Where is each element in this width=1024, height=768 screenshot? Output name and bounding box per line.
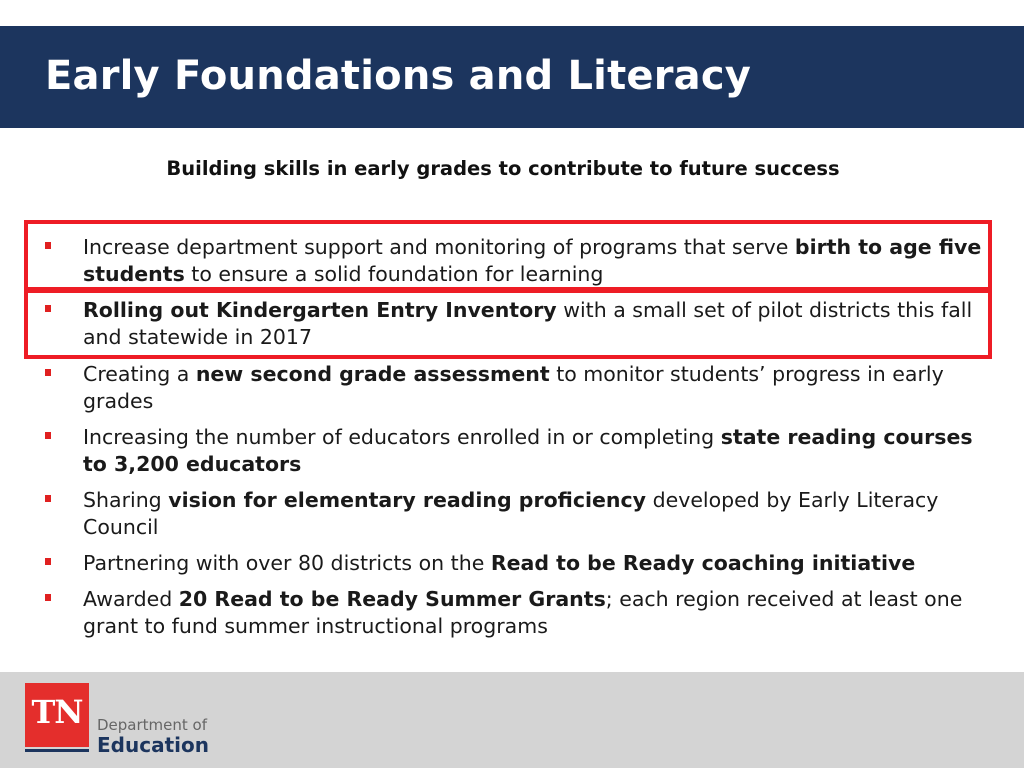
bullet-text: Rolling out Kindergarten Entry Inventory with a small set of pilot districts this fall and statewide in 2017: [83, 298, 973, 349]
highlight-box-kindergarten-entry: [24, 289, 992, 359]
slide-title: Early Foundations and Literacy: [45, 53, 752, 99]
bullet-text: Increasing the number of educators enrolled in or completing state reading courses to 3,200 educators: [83, 425, 973, 476]
bullet-text: Sharing vision for elementary reading proficiency developed by Early Literacy Council: [83, 488, 939, 539]
tn-logo-letters: TN: [31, 693, 83, 731]
bullet-text: Awarded 20 Read to be Ready Summer Grants; each region received at least one grant to fund summer instructional programs: [83, 587, 963, 638]
slide-subtitle: Building skills in early grades to contribute to future success: [166, 157, 840, 180]
bullet-marker-icon: [45, 432, 51, 439]
highlight-box-birth-to-five: [24, 220, 992, 291]
bullet-text: Increase department support and monitoring of programs that serve birth to age five students to ensure a solid foundation for learning: [83, 235, 982, 286]
bullet-marker-icon: [45, 558, 51, 565]
tn-logo-rule: [25, 749, 89, 752]
bullet-marker-icon: [45, 369, 51, 376]
dept-name-line2: Education: [97, 733, 209, 757]
dept-name-line1: Department of: [97, 716, 207, 734]
bullet-text: Partnering with over 80 districts on the Read to be Ready coaching initiative: [83, 551, 916, 575]
tn-logo: [25, 683, 89, 747]
bullet-text: Creating a new second grade assessment to monitor students’ progress in early grades: [83, 362, 944, 413]
bullet-marker-icon: [45, 594, 51, 601]
bullet-marker-icon: [45, 495, 51, 502]
